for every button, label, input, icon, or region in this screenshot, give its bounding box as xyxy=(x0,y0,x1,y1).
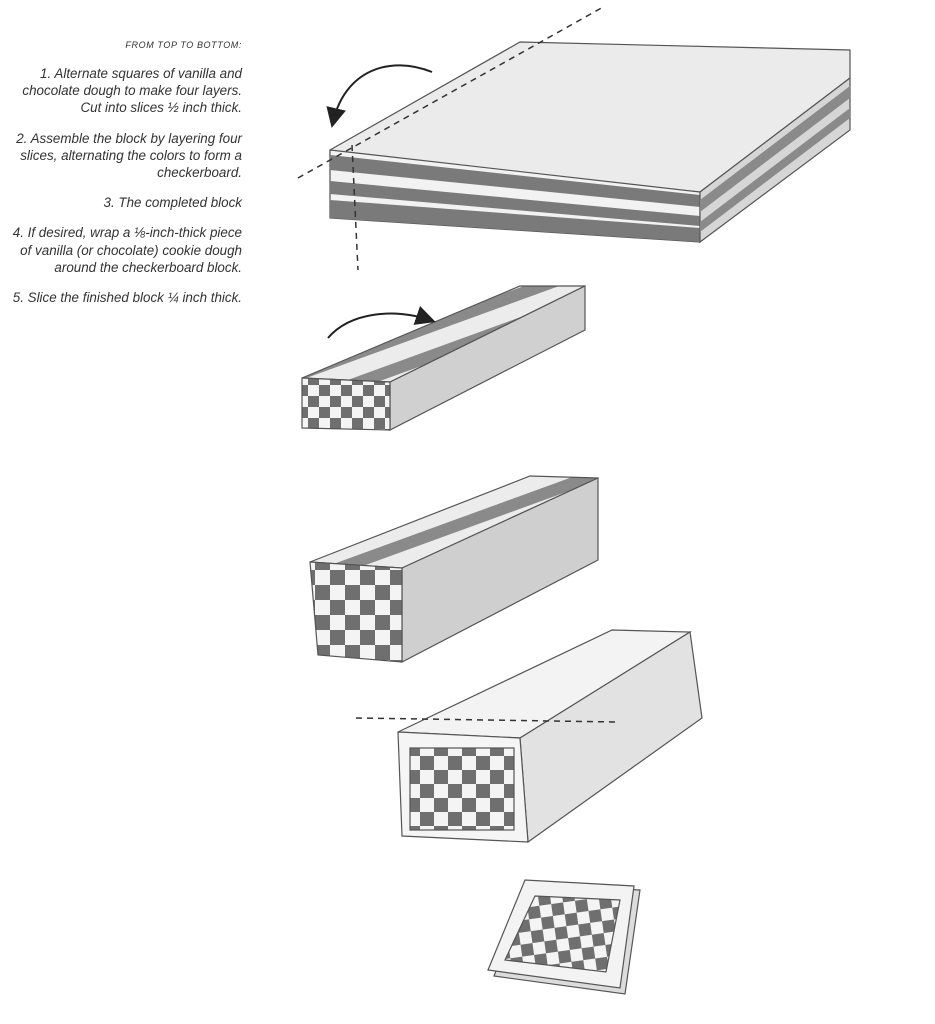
completed-checkerboard-block xyxy=(310,476,598,662)
step-4-text: 4. If desired, wrap a ⅛-inch-thick piece of vanilla (or chocolate) cookie dough around the checkerboard block. xyxy=(12,225,242,275)
step-2-text: 2. Assemble the block by layering four slices, alternating the colors to form a checkerboard. xyxy=(16,130,242,181)
step-5-text: 5. Slice the finished block ¼ inch thick. xyxy=(12,290,242,306)
instructions-heading: FROM TOP TO BOTTOM: xyxy=(125,40,242,50)
step-3-text: 3. The completed block xyxy=(103,195,242,211)
layered-dough-slab xyxy=(330,42,850,242)
finished-cookie-slice xyxy=(488,880,640,994)
step-1-text: 1. Alternate squares of vanilla and chocolate dough to make four layers. Cut into slices ½ inch thick. xyxy=(22,66,242,116)
checkerboard-face xyxy=(410,748,514,830)
striped-slice xyxy=(302,286,585,430)
wrapped-block xyxy=(398,630,702,842)
